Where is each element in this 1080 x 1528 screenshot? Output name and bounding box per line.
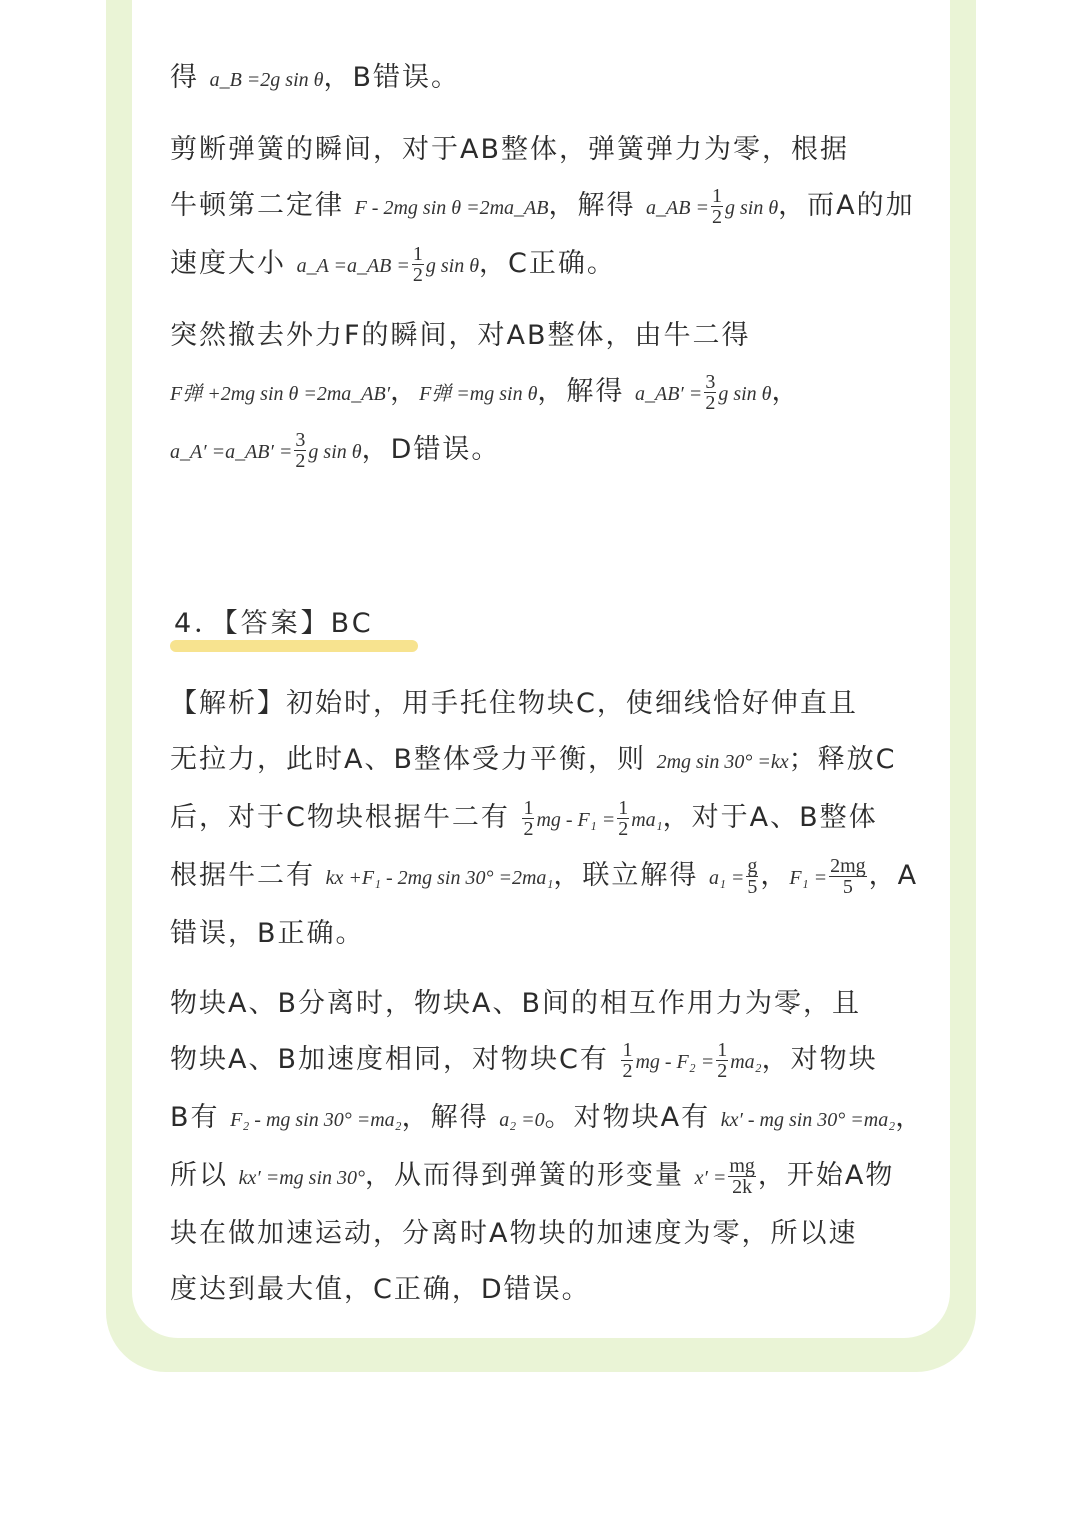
denominator: 2: [523, 818, 534, 840]
formula: g sin θ: [425, 255, 480, 277]
formula: F₂ - mg sin 30° =ma₂: [230, 1109, 402, 1131]
denominator: 2: [622, 1060, 633, 1082]
text-line: [170, 236, 915, 294]
text-line: [170, 1032, 915, 1090]
text-line: [170, 1090, 925, 1148]
text: ，解得: [401, 1102, 500, 1133]
s3-line-1: [170, 50, 915, 108]
fraction: [621, 1040, 633, 1081]
fraction: [522, 798, 534, 839]
text-line: [170, 364, 915, 422]
text-line: [170, 790, 915, 848]
formula: ma₁: [631, 809, 663, 831]
text-line: [170, 422, 915, 480]
denominator: 2: [295, 450, 306, 472]
text-line: 度达到最大值，C正确，D错误。: [170, 1274, 591, 1305]
formula: F弹 =mg sin θ: [419, 383, 538, 405]
formula: mg - F₁ =: [536, 809, 616, 831]
text: ，D错误。: [361, 434, 501, 465]
fraction: [617, 798, 629, 839]
text: ，解得: [537, 376, 635, 407]
fraction: [294, 430, 306, 471]
formula: ma₂: [730, 1051, 762, 1073]
numerator: 1: [412, 243, 423, 265]
formula: g sin θ: [724, 197, 779, 219]
text: 无拉力，此时A、B整体受力平衡，则: [170, 744, 657, 775]
numerator: g: [747, 855, 758, 877]
text-line: [170, 1148, 915, 1206]
text-line: 【解析】初始时，用手托住物块C，使细线恰好伸直且: [170, 688, 858, 719]
formula: a_B =2g sin θ: [209, 69, 324, 91]
text: ，: [895, 1102, 925, 1133]
text-line: [170, 848, 919, 906]
s4-paragraph-2: [170, 976, 925, 1318]
numerator: 1: [717, 1039, 728, 1061]
text: 牛顿第二定律: [170, 190, 355, 221]
formula: 2mg sin 30° =kx: [656, 751, 789, 773]
answer-heading: [174, 604, 374, 644]
text: ，从而得到弹簧的形变量: [365, 1160, 695, 1191]
numerator: 3: [295, 429, 306, 451]
text-line: 物块A、B分离时，物块A、B间的相互作用力为零，且: [170, 988, 861, 1019]
fraction: [728, 1156, 756, 1197]
formula: x′ =: [694, 1167, 727, 1189]
denominator: 2: [705, 392, 716, 414]
numerator: 1: [618, 797, 629, 819]
denominator: 2: [717, 1060, 728, 1082]
text-line: 剪断弹簧的瞬间，对于AB整体，弹簧弹力为零，根据: [170, 134, 849, 165]
text-line: [170, 732, 915, 790]
text: ，: [390, 376, 420, 407]
fraction: [829, 856, 867, 897]
numerator: 2mg: [830, 855, 866, 877]
fraction: [711, 186, 723, 227]
denominator: 2: [618, 818, 629, 840]
denominator: 2: [711, 206, 722, 228]
text: 后，对于C物块根据牛二有: [170, 802, 521, 833]
formula: F - 2mg sin θ =2ma_AB: [354, 197, 549, 219]
text: 。对物块A有: [544, 1102, 721, 1133]
formula: kx′ =mg sin 30°: [238, 1167, 365, 1189]
formula: mg - F₂ =: [635, 1051, 715, 1073]
answer-content: [170, 50, 925, 1332]
text: ，解得: [548, 190, 647, 221]
text: 得: [170, 62, 210, 93]
formula: a_A′ =a_AB′ =: [170, 441, 293, 463]
formula: g sin θ: [308, 441, 362, 463]
answer-heading-wrap: [170, 494, 915, 676]
text-line: 块在做加速运动，分离时A物块的加速度为零，所以速: [170, 1218, 858, 1249]
formula: g sin θ: [718, 383, 772, 405]
text: ，联立解得: [553, 860, 709, 891]
denominator: 2k: [732, 1176, 753, 1198]
text: B有: [170, 1102, 231, 1133]
numerator: 1: [711, 185, 722, 207]
text: ，对于A、B整体: [662, 802, 878, 833]
text-line: [170, 178, 915, 236]
formula: kx′ - mg sin 30° =ma₂: [720, 1109, 896, 1131]
text: 速度大小: [170, 248, 297, 279]
fraction: [412, 244, 424, 285]
text-line: 错误，B正确。: [170, 918, 365, 949]
text: ，对物块: [761, 1044, 878, 1075]
formula: a_A =a_AB =: [296, 255, 410, 277]
denominator: 5: [747, 876, 758, 898]
text: 根据牛二有: [170, 860, 326, 891]
formula: a_AB =: [646, 197, 709, 219]
numerator: mg: [729, 1155, 755, 1177]
s3-paragraph-3: [170, 308, 915, 480]
text: ，A: [868, 860, 919, 891]
text: ，开始A物: [757, 1160, 895, 1191]
text: 物块A、B加速度相同，对物块C有: [170, 1044, 620, 1075]
formula: a₂ =0: [499, 1109, 545, 1131]
text: ，C正确。: [479, 248, 616, 279]
formula: F弹 +2mg sin θ =2ma_AB′: [170, 383, 391, 405]
numerator: 1: [622, 1039, 633, 1061]
text: ；释放C: [788, 744, 897, 775]
text: ，: [760, 860, 790, 891]
s4-paragraph-1: [170, 676, 919, 962]
text: ，: [771, 376, 801, 407]
denominator: 5: [842, 876, 853, 898]
s3-paragraph-2: [170, 122, 915, 294]
text: ，而A的加: [778, 190, 915, 221]
text: ，B错误。: [323, 62, 461, 93]
fraction: [746, 856, 758, 897]
highlight-underline: [170, 640, 418, 652]
formula: a_AB′ =: [635, 383, 703, 405]
numerator: 1: [523, 797, 534, 819]
text: 所以: [170, 1160, 239, 1191]
fraction: [704, 372, 716, 413]
answer-heading-text: 4．【答案】BC: [174, 608, 374, 639]
fraction: [716, 1040, 728, 1081]
numerator: 3: [705, 371, 716, 393]
formula: kx +F₁ - 2mg sin 30° =2ma₁: [325, 867, 554, 889]
formula: F₁ =: [789, 867, 828, 889]
formula: a₁ =: [708, 867, 745, 889]
denominator: 2: [412, 264, 423, 286]
text-line: 突然撤去外力F的瞬间，对AB整体，由牛二得: [170, 320, 751, 351]
